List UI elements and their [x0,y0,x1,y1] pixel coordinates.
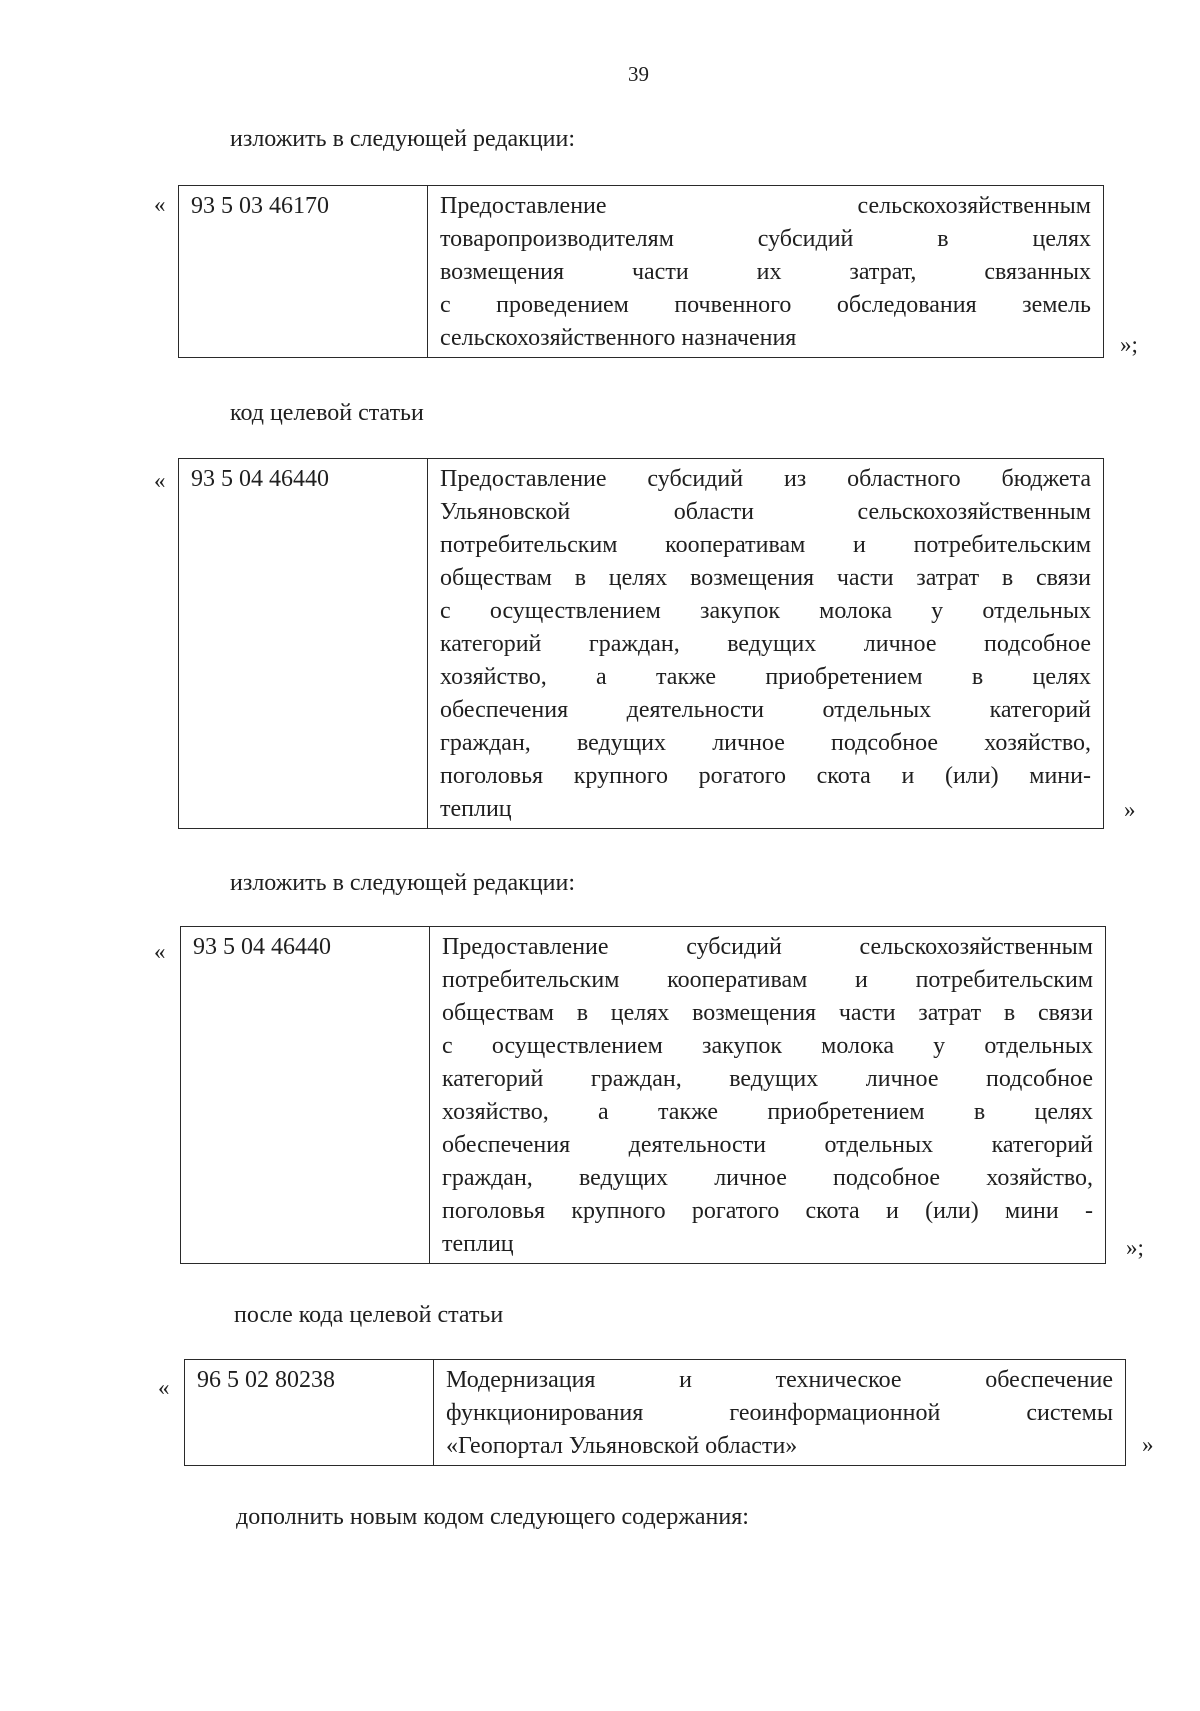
instruction-text: код целевой статьи [230,400,424,426]
code-table [178,185,1104,358]
closing-quote: »; [1120,332,1138,357]
opening-quote: « [158,1375,170,1400]
table-row [181,927,1106,1264]
code-table [178,458,1104,829]
target-article-code: 96 5 02 80238 [185,1360,434,1466]
closing-quote: » [1142,1432,1154,1457]
code-table [180,926,1106,1264]
table-row [179,459,1104,829]
opening-quote: « [154,468,166,493]
target-article-code: 93 5 04 46440 [181,927,430,1264]
closing-quote: » [1124,797,1136,822]
closing-quote: »; [1126,1235,1144,1260]
target-article-description: Предоставление субсидий сельскохозяйственным потребительским кооперативам и потребительским обществам в целях возмещения части затрат в связи с осуществлением закупок молока у отдельных категорий граждан, ведущих личное подсобное хозяйство, а также приобретением в целях обеспечения деятельности отдельных категорий граждан, ведущих личное подсобное хозяйство, поголовья крупного рогатого скота и (или) мини - теплиц [430,927,1106,1264]
instruction-text: изложить в следующей редакции: [230,870,576,896]
opening-quote: « [154,192,166,217]
instruction-text: дополнить новым кодом следующего содержания: [236,1504,749,1530]
instruction-text: после кода целевой статьи [234,1302,504,1328]
opening-quote: « [154,939,166,964]
target-article-code: 93 5 03 46170 [179,186,428,358]
target-article-code: 93 5 04 46440 [179,459,428,829]
page-number: 39 [628,62,649,86]
target-article-description: Модернизация и техническое обеспечение функционирования геоинформационной системы «Геопортал Ульяновской области» [434,1360,1126,1466]
target-article-description: Предоставление субсидий из областного бюджета Ульяновской области сельскохозяйственным потребительским кооперативам и потребительским обществам в целях возмещения части затрат в связи с осуществлением закупок молока у отдельных категорий граждан, ведущих личное подсобное хозяйство, а также приобретением в целях обеспечения деятельности отдельных категорий граждан, ведущих личное подсобное хозяйство, поголовья крупного рогатого скота и (или) мини- теплиц [428,459,1104,829]
code-table [184,1359,1126,1466]
instruction-text: изложить в следующей редакции: [230,126,576,152]
table-row [179,186,1104,358]
target-article-description: Предоставление сельскохозяйственным товаропроизводителям субсидий в целях возмещения части их затрат, связанных с проведением почвенного обследования земель сельскохозяйственного назначения [428,186,1104,358]
table-row [185,1360,1126,1466]
